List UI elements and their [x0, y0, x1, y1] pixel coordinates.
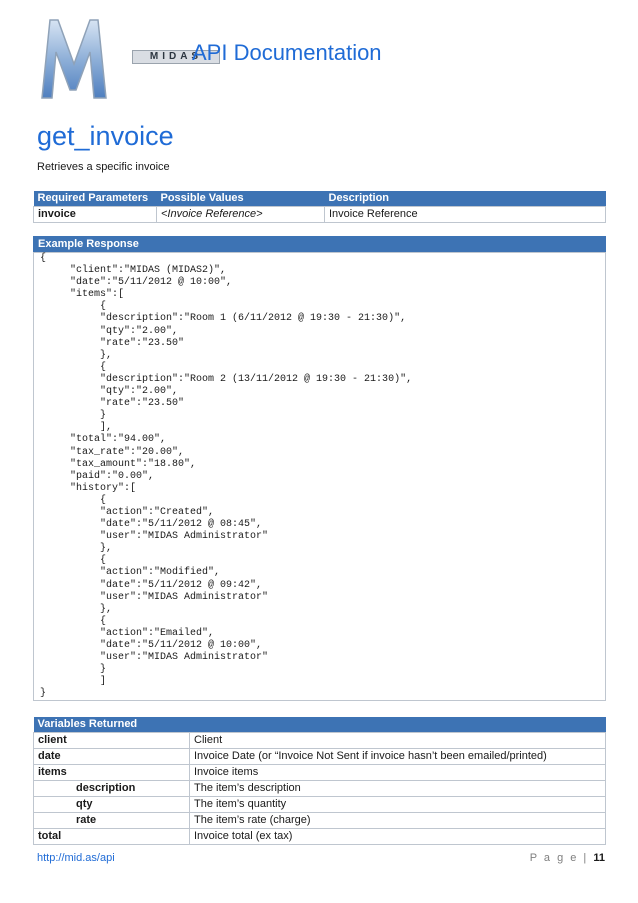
example-response-box	[33, 252, 606, 701]
param-value: <Invoice Reference>	[157, 207, 325, 223]
parameters-table	[33, 191, 606, 223]
table-row	[34, 829, 606, 845]
variable-name: items	[34, 765, 190, 781]
logo-wordmark: MIDAS	[132, 50, 220, 64]
variable-name: description	[34, 781, 190, 797]
table-row	[34, 733, 606, 749]
variables-table	[33, 717, 606, 845]
param-description: Invoice Reference	[325, 207, 606, 223]
footer-page-number	[530, 852, 605, 864]
table-row	[34, 797, 606, 813]
param-name: invoice	[34, 207, 157, 223]
example-response-header: Example Response	[33, 236, 606, 252]
footer-api-link[interactable]: http://mid.as/api	[37, 852, 115, 864]
variable-description: Client	[190, 733, 606, 749]
table-row	[34, 813, 606, 829]
variable-name: client	[34, 733, 190, 749]
table-row	[34, 781, 606, 797]
variable-name: rate	[34, 813, 190, 829]
table-row	[34, 749, 606, 765]
variable-description: The item’s quantity	[190, 797, 606, 813]
variable-description: The item’s description	[190, 781, 606, 797]
page-number: 11	[593, 852, 605, 864]
table-row	[34, 765, 606, 781]
variable-description: Invoice Date (or “Invoice Not Sent if invoice hasn’t been emailed/printed)	[190, 749, 606, 765]
variable-description: Invoice total (ex tax)	[190, 829, 606, 845]
column-header-required-parameters: Required Parameters	[34, 191, 157, 207]
variable-name: date	[34, 749, 190, 765]
column-header-description: Description	[325, 191, 606, 207]
variables-table-header	[34, 717, 606, 733]
variable-name: qty	[34, 797, 190, 813]
endpoint-description: Retrieves a specific invoice	[37, 161, 170, 173]
endpoint-title: get_invoice	[37, 121, 174, 151]
variable-description: Invoice items	[190, 765, 606, 781]
example-response-code: { "client":"MIDAS (MIDAS2)", "date":"5/11/2012 @ 10:00", "items":[ { "description":"Room 1 (6/11/2012 @ 19:30 - 21:30)", "qty":"2.00", "rate":"23.50" }, { "description":"Room 2 (13/11/2012 @ 19:30 - 21:30)", "qty":"2.00", "rate":"23.50" } ], "total":"94.00", "tax_rate":"20.00", "tax_amount":"18.80", "paid":"0.00", "history":[ { "action":"Created", "date":"5/11/2012 @ 08:45", "user":"MIDAS Administrator" }, { "action":"Modified", "date":"5/11/2012 @ 09:42", "user":"MIDAS Administrator" }, { "action":"Emailed", "date":"5/11/2012 @ 10:00", "user":"MIDAS Administrator" } ] }	[40, 253, 413, 700]
parameters-table-header	[34, 191, 606, 207]
table-row	[34, 207, 606, 223]
doc-header-title: API Documentation	[192, 40, 382, 65]
page-label: P a g e |	[529, 852, 589, 864]
midas-logo	[36, 12, 203, 104]
variable-name: total	[34, 829, 190, 845]
variables-header: Variables Returned	[34, 717, 606, 733]
column-header-possible-values: Possible Values	[157, 191, 325, 207]
variable-description: The item’s rate (charge)	[190, 813, 606, 829]
